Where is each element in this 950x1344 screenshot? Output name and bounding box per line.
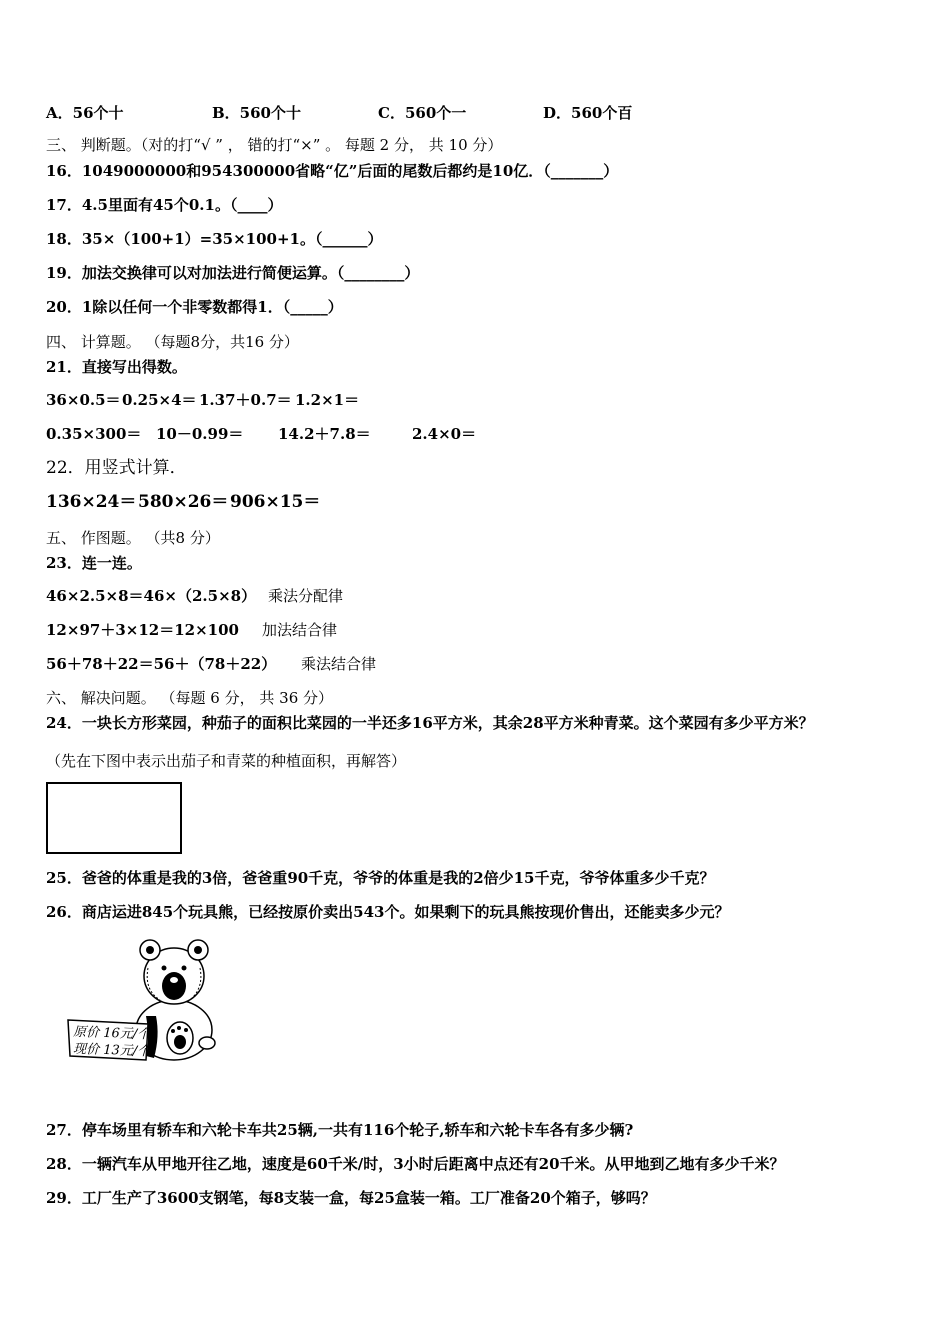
calc-item: 10－0.99＝ — [156, 425, 244, 443]
calc-item: 580×26＝ — [138, 492, 229, 512]
calc-item: 1.37＋0.7＝ — [199, 391, 292, 409]
sign-original-price: 原价 16元/个 — [72, 1024, 151, 1043]
calc-item: 136×24＝ — [46, 492, 137, 512]
q27: 27．停车场里有轿车和六轮卡车共25辆,一共有116个轮子,轿车和六轮卡车各有多少辆? — [46, 1121, 634, 1139]
q18: 18．35×（100+1）=35×100+1。（______） — [46, 230, 383, 248]
q26: 26．商店运进845个玩具熊，已经按原价卖出543个。如果剩下的玩具熊按现价售出，还能卖多少元？ — [46, 903, 730, 921]
bear-muzzle — [162, 972, 186, 1000]
calc-item: 2.4×0＝ — [412, 425, 477, 443]
pair-left-3: 56＋78＋22＝56＋（78＋22） — [46, 655, 277, 673]
pair-left-2: 12×97＋3×12＝12×100 — [46, 621, 239, 639]
q24: 24．一块长方形菜园，种茄子的面积比菜园的一半还多16平方米，其余28平方米种青菜。这个菜园有多少平方米？ — [46, 714, 814, 732]
calc-item: 906×15＝ — [230, 492, 321, 512]
q20: 20．1除以任何一个非零数都得1．（_____） — [46, 298, 343, 316]
option-c: C．560个一 — [378, 104, 467, 122]
q22: 22．用竖式计算． — [46, 458, 187, 478]
q29: 29．工厂生产了3600支钢笔，每8支装一盒，每25盒装一箱。工厂准备20个箱子，够吗？ — [46, 1189, 656, 1207]
option-b: B．560个十 — [212, 104, 301, 122]
pair-left-1: 46×2.5×8＝46×（2.5×8） — [46, 587, 257, 605]
bear-leg — [199, 1037, 215, 1049]
section3-title: 三、 判断题。（对的打“√ ” ， 错的打“×” 。 每题 2 分， 共 10 分） — [46, 136, 503, 154]
q19: 19．加法交换律可以对加法进行简便运算。（________） — [46, 264, 420, 282]
pair-right-2: 加法结合律 — [262, 621, 338, 639]
q17: 17．4.5里面有45个0.1。（____） — [46, 196, 283, 214]
calc-item: 36×0.5＝ — [46, 391, 121, 409]
pair-right-3: 乘法结合律 — [301, 655, 377, 673]
section4-title: 四、 计算题。 （每题8分，共16 分） — [46, 333, 299, 351]
sign-current-price: 现价 13元/个 — [72, 1041, 151, 1060]
section6-title: 六、 解决问题。 （每题 6 分， 共 36 分） — [46, 689, 334, 707]
bear-paw-pad — [174, 1035, 186, 1049]
q16: 16．1049000000和954300000省略“亿”后面的尾数后都约是10亿．（_______） — [46, 162, 619, 180]
q25: 25．爸爸的体重是我的3倍，爸爸重90千克，爷爷的体重是我的2倍少15千克，爷爷体重多少千克？ — [46, 869, 715, 887]
q21: 21．直接写出得数。 — [46, 358, 187, 376]
garden-rectangle — [46, 782, 182, 854]
calc-item: 0.35×300＝ — [46, 425, 142, 443]
calc-row-2 — [46, 424, 476, 444]
calc-item: 0.25×4＝ — [122, 391, 197, 409]
q28: 28．一辆汽车从甲地开往乙地，速度是60千米/时，3小时后距离中点还有20千米。从甲地到乙地有多少千米？ — [46, 1155, 785, 1173]
q23: 23．连一连。 — [46, 554, 142, 572]
calc-row-1 — [46, 390, 359, 410]
calc-row-3 — [46, 492, 320, 512]
option-d: D．560个百 — [543, 104, 633, 122]
calc-item: 14.2＋7.8＝ — [278, 425, 371, 443]
pair-right-1: 乘法分配律 — [268, 587, 344, 605]
option-a: A．56个十 — [46, 104, 124, 122]
q24-note: （先在下图中表示出茄子和青菜的种植面积，再解答） — [46, 752, 407, 770]
teddy-bear-illustration — [64, 938, 224, 1068]
section5-title: 五、 作图题。 （共8 分） — [46, 529, 220, 547]
calc-item: 1.2×1＝ — [295, 391, 360, 409]
